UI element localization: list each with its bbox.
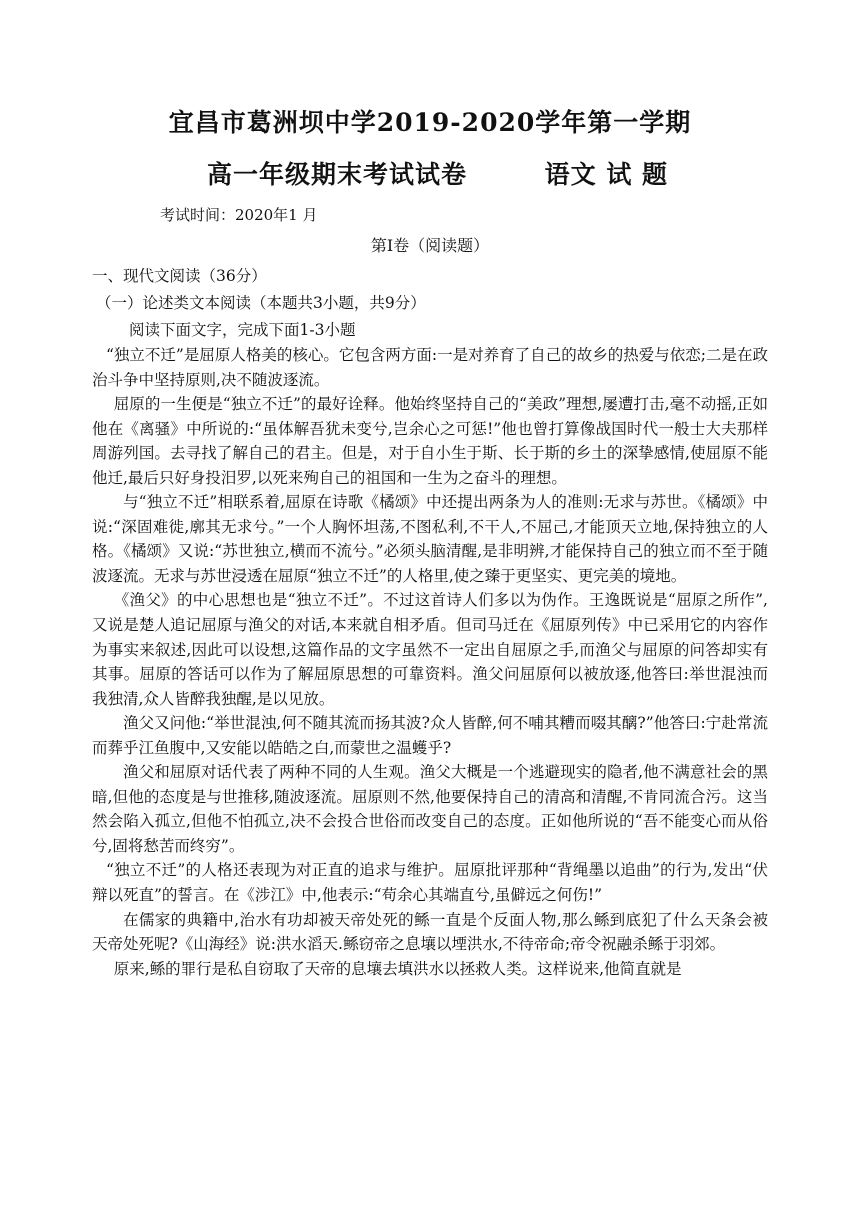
- passage-paragraph: 在儒家的典籍中,治水有功却被天帝处死的鲧一直是个反面人物,那么鲧到底犯了什么天条会被天帝处死呢?《山海经》说:洪水滔天.鲧窃帝之息壤以堙洪水,不待帝命;帝令祝融杀鲧于羽郊。: [92, 910, 768, 954]
- subsection-heading: （一）论述类文本阅读（本题共3小题，共9分）: [96, 294, 426, 312]
- passage-paragraph: 原来,鲧的罪行是私自窃取了天帝的息壤去填洪水以拯救人类。这样说来,他简直就是: [113, 959, 682, 978]
- part-title: 第Ⅰ卷（阅读题）: [370, 236, 490, 255]
- passage-paragraph: “独立不迁”是屈原人格美的核心。它包含两方面:一是对养育了自己的故乡的热爱与依恋;二是在政治斗争中坚持原则,决不随波逐流。: [92, 346, 768, 389]
- passage-paragraph: “独立不迁”的人格还表现为对正直的追求与维护。屈原批评那种“背绳墨以追曲”的行为,发出“伏辩以死直”的誓言。在《涉江》中,他表示:“苟余心其端直兮,虽僻远之何伤!”: [92, 861, 768, 905]
- section-heading: 一、现代文阅读（36分）: [92, 267, 267, 285]
- reading-passage: [92, 343, 768, 981]
- reading-instruction: 阅读下面文字，完成下面1-3小题: [129, 321, 356, 339]
- exam-title-line2: 高一年级期末考试试卷 语文 试 题: [207, 160, 669, 189]
- passage-paragraph: 渔父又问他:“举世混浊,何不随其流而扬其波?众人皆醉,何不哺其糟而啜其醨?”他答曰:宁赴常流而葬乎江鱼腹中,又安能以皓皓之白,而蒙世之温蠖乎?: [92, 714, 768, 757]
- passage-paragraph: 与“独立不迁”相联系着,屈原在诗歌《橘颂》中还提出两条为人的准则:无求与苏世。《橘颂》中说:“深固难徙,廓其无求兮。”一个人胸怀坦荡,不图私利,不干人,不屈己,才能顶天立地,保持独立的人格。《橘颂》又说:“苏世独立,横而不流兮。”必须头脑清醒,是非明辨,才能保持自己的独立而不至于随波逐流。无求与苏世浸透在屈原“独立不迁”的人格里,使之臻于更坚实、更完美的境地。: [92, 493, 768, 585]
- passage-paragraph: 屈原的一生便是“独立不迁”的最好诠释。他始终坚持自己的“美政”理想,屡遭打击,毫不动摇,正如他在《离骚》中所说的:“虽体解吾犹未变兮,岂余心之可惩!”他也曾打算像战国时代一般士大夫那样周游列国。去寻找了解自己的君主。但是，对于自小生于斯、长于斯的乡土的深挚感情,使屈原不能他迁,最后只好身投汨罗,以死来殉自己的祖国和一生为之奋斗的理想。: [92, 395, 768, 487]
- exam-time: 考试时间：2020年1 月: [160, 206, 318, 224]
- passage-paragraph: 《渔父》的中心思想也是“独立不迁”。不过这首诗人们多以为伪作。王逸既说是“屈原之所作”,又说是楚人追记屈原与渔父的对话,本来就自相矛盾。但司马迁在《屈原列传》中已采用它的内容作为事实来叙述,因此可以设想,这篇作品的文字虽然不一定出自屈原之手,而渔父与屈原的问答却实有其事。屈原的答话可以作为了解屈原思想的可靠资料。渔父问屈原何以被放逐,他答曰:举世混浊而我独清,众人皆醉我独醒,是以见放。: [92, 591, 768, 708]
- exam-title-line1: 宜昌市葛洲坝中学2019-2020学年第一学期: [168, 108, 692, 137]
- passage-paragraph: 渔父和屈原对话代表了两种不同的人生观。渔父大概是一个逃避现实的隐者,他不满意社会的黑暗,但他的态度是与世推移,随波逐流。屈原则不然,他要保持自己的清高和清醒,不肯同流合污。这当然会陷入孤立,但他不怕孤立,决不会投合世俗而改变自己的态度。正如他所说的“吾不能变心而从俗兮,固将愁苦而终穷”。: [92, 763, 768, 855]
